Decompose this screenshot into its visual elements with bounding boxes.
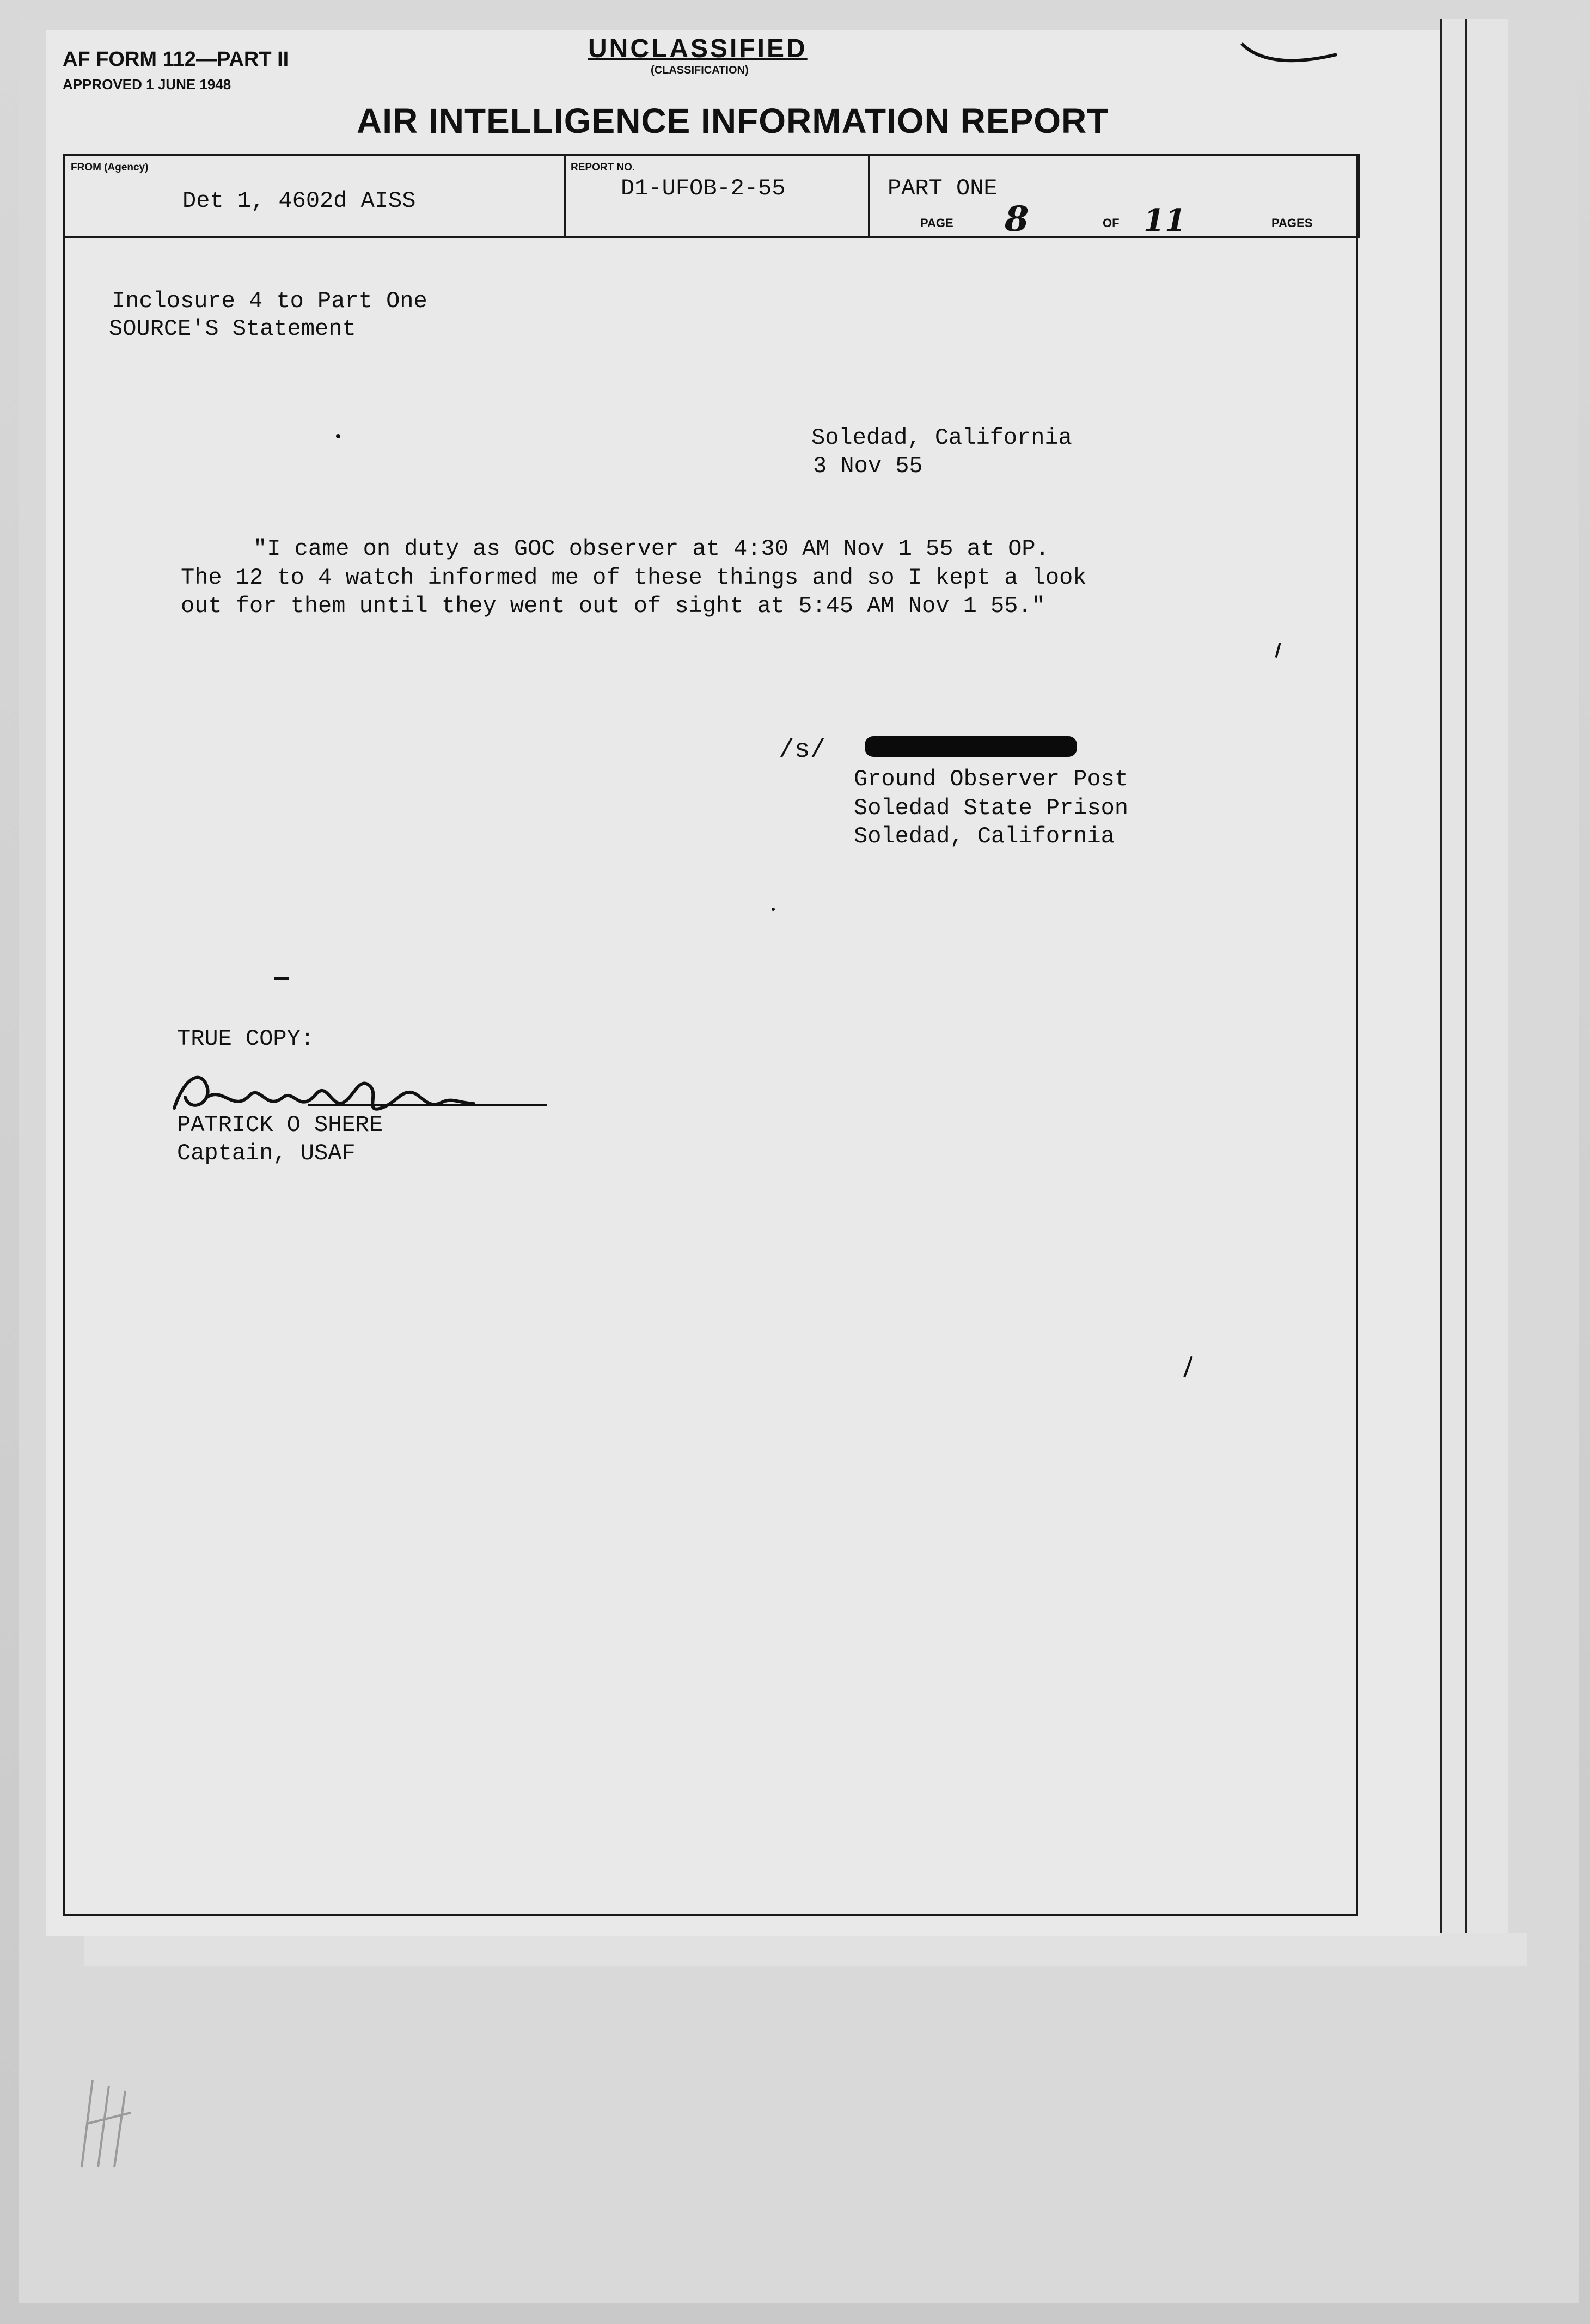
corner-stroke-mark bbox=[1236, 33, 1340, 71]
signer-line: Soledad, California bbox=[854, 823, 1115, 849]
pages-label: PAGES bbox=[1271, 216, 1313, 230]
underlying-page-shadow bbox=[1440, 19, 1508, 1941]
page-total: 11 bbox=[1143, 203, 1186, 238]
report-title: AIR INTELLIGENCE INFORMATION REPORT bbox=[357, 101, 1109, 140]
statement-line: The 12 to 4 watch informed me of these things and so I kept a look bbox=[181, 565, 1087, 591]
part-label: PART ONE bbox=[888, 175, 998, 201]
statement-date: 3 Nov 55 bbox=[813, 453, 923, 479]
signer-line: Ground Observer Post bbox=[854, 766, 1129, 792]
page-label: PAGE bbox=[920, 216, 953, 230]
frame-left-border bbox=[63, 236, 65, 1916]
classification-label: (CLASSIFICATION) bbox=[651, 64, 749, 76]
form-id: AF FORM 112—PART II bbox=[63, 48, 289, 71]
page-number: 8 bbox=[1005, 199, 1029, 240]
inclosure-subtitle: SOURCE'S Statement bbox=[109, 316, 356, 342]
statement-place: Soledad, California bbox=[811, 425, 1072, 451]
signed-marker: /s/ bbox=[779, 736, 826, 765]
statement-line: out for them until they went out of sight at 5:45 AM Nov 1 55." bbox=[181, 593, 1045, 619]
frame-bottom-border bbox=[63, 1914, 1358, 1916]
redaction-bar bbox=[865, 736, 1077, 757]
from-label: FROM (Agency) bbox=[71, 162, 149, 173]
stray-mark bbox=[772, 908, 775, 911]
stray-mark bbox=[274, 977, 289, 980]
header-divider bbox=[868, 156, 870, 238]
signer-line: Soledad State Prison bbox=[854, 795, 1129, 821]
signature-line bbox=[308, 1104, 547, 1106]
certifier-name: PATRICK O SHERE bbox=[177, 1112, 383, 1138]
certifier-rank: Captain, USAF bbox=[177, 1140, 356, 1166]
of-label: OF bbox=[1103, 216, 1120, 230]
report-no-label: REPORT NO. bbox=[571, 162, 635, 173]
classification-marking: UNCLASSIFIED bbox=[588, 34, 808, 63]
stray-mark bbox=[336, 434, 340, 438]
scan-artifact-marks bbox=[71, 2058, 147, 2178]
inclosure-line: Inclosure 4 to Part One bbox=[112, 288, 427, 314]
page-bottom-shadow bbox=[84, 1933, 1527, 1966]
true-copy-label: TRUE COPY: bbox=[177, 1026, 315, 1052]
page-edge-line bbox=[1465, 19, 1467, 1941]
frame-right-border bbox=[1356, 154, 1358, 1916]
statement-line: "I came on duty as GOC observer at 4:30 AM Nov 1 55 at OP. bbox=[253, 536, 1049, 562]
header-divider bbox=[564, 156, 566, 238]
form-approved-date: APPROVED 1 JUNE 1948 bbox=[63, 76, 231, 93]
report-no-value: D1-UFOB-2-55 bbox=[621, 175, 786, 201]
from-value: Det 1, 4602d AISS bbox=[182, 188, 416, 214]
